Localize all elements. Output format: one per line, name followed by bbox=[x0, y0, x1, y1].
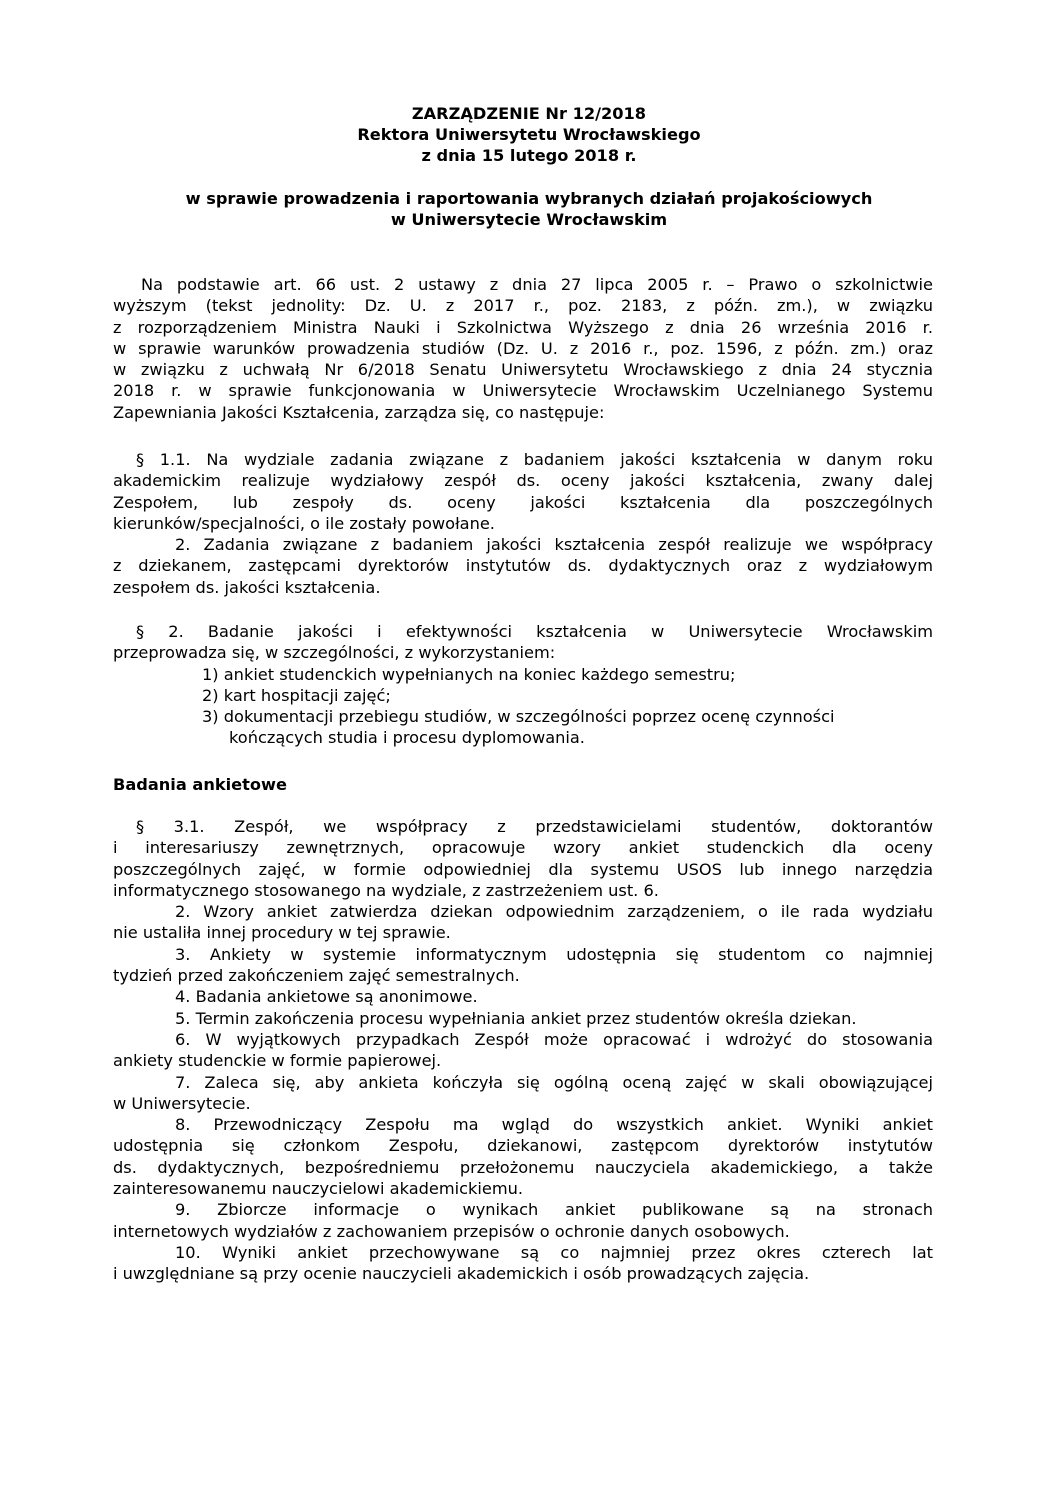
preamble bbox=[113, 274, 933, 423]
paragraph-line: 2. Wzory ankiet zatwierdza dziekan odpowiednim zarządzeniem, o ile rada wydziału bbox=[175, 902, 933, 922]
paragraph-line: ds. dydaktycznych, bezpośredniemu przełożonemu nauczyciela akademickiego, a także bbox=[113, 1157, 933, 1177]
paragraph-line: akademickim realizuje wydziałowy zespół ds. oceny jakości kształcenia, zwany dalej bbox=[113, 471, 933, 491]
paragraph-line: § 2. Badanie jakości i efektywności kształcenia w Uniwersytecie Wrocławskim bbox=[136, 622, 933, 641]
list-item: 2) kart hospitacji zajęć; bbox=[202, 685, 391, 705]
paragraph-line: przeprowadza się, w szczególności, z wykorzystaniem: bbox=[113, 643, 556, 663]
list-item: 3) dokumentacji przebiegu studiów, w szczególności poprzez ocenę czynności bbox=[202, 707, 835, 727]
paragraph-line: 3. Ankiety w systemie informatycznym udostępnia się studentom co najmniej bbox=[175, 944, 933, 964]
paragraph-line: udostępnia się członkom Zespołu, dziekanowi, zastępcom dyrektorów instytutów bbox=[113, 1136, 933, 1156]
paragraph-line: 6. W wyjątkowych przypadkach Zespół może opracować i wdrożyć do stosowania bbox=[175, 1029, 933, 1049]
list-item-continuation: kończących studia i procesu dyplomowania. bbox=[229, 728, 585, 748]
preamble-line: z rozporządzeniem Ministra Nauki i Szkolnictwa Wyższego z dnia 26 września 2016 r. bbox=[113, 317, 933, 337]
paragraph-line: Zespołem, lub zespoły ds. oceny jakości kształcenia dla poszczególnych bbox=[113, 492, 933, 512]
section-3 bbox=[113, 816, 933, 1285]
paragraph-line: informatycznego stosowanego na wydziale, z zastrzeżeniem ust. 6. bbox=[113, 880, 659, 900]
section-heading: Badania ankietowe bbox=[113, 775, 287, 794]
preamble-line: Zapewniania Jakości Kształcenia, zarządza się, co następuje: bbox=[113, 402, 605, 422]
preamble-line: w związku z uchwałą Nr 6/2018 Senatu Uniwersytetu Wrocławskiego z dnia 24 stycznia bbox=[113, 360, 933, 380]
paragraph-line: 8. Przewodniczący Zespołu ma wgląd do wszystkich ankiet. Wyniki ankiet bbox=[175, 1115, 933, 1135]
paragraph-line: poszczególnych zajęć, w formie odpowiedniej dla systemu USOS lub innego narzędzia bbox=[113, 859, 933, 879]
paragraph-line: kierunków/specjalności, o ile zostały powołane. bbox=[113, 513, 495, 533]
paragraph-line: tydzień przed zakończeniem zajęć semestralnych. bbox=[113, 966, 520, 986]
section-1 bbox=[113, 449, 933, 598]
paragraph-line: 9. Zbiorcze informacje o wynikach ankiet publikowane są na stronach bbox=[175, 1200, 933, 1220]
paragraph-line: § 3.1. Zespół, we współpracy z przedstawicielami studentów, doktorantów bbox=[136, 817, 933, 836]
subject-line: w sprawie prowadzenia i raportowania wybranych działań projakościowych bbox=[185, 189, 873, 208]
paragraph-line: ankiety studenckie w formie papierowej. bbox=[113, 1051, 442, 1071]
subject-line: w Uniwersytecie Wrocławskim bbox=[390, 210, 668, 229]
paragraph-line: zespołem ds. jakości kształcenia. bbox=[113, 577, 381, 597]
paragraph-line: 7. Zaleca się, aby ankieta kończyła się ogólną oceną zajęć w skali obowiązującej bbox=[175, 1072, 933, 1092]
paragraph-line: zainteresowanemu nauczycielowi akademickiemu. bbox=[113, 1179, 524, 1199]
document-title: ZARZĄDZENIE Nr 12/2018 bbox=[411, 104, 647, 123]
section-2 bbox=[113, 621, 933, 749]
paragraph-line: 2. Zadania związane z badaniem jakości kształcenia zespół realizuje we współpracy bbox=[175, 535, 933, 555]
preamble-line: Na podstawie art. 66 ust. 2 ustawy z dnia 27 lipca 2005 r. – Prawo o szkolnictwie bbox=[141, 275, 933, 294]
paragraph-line: nie ustaliła innej procedury w tej sprawie. bbox=[113, 923, 451, 943]
document-issuer: Rektora Uniwersytetu Wrocławskiego bbox=[357, 125, 701, 144]
paragraph-line: § 1.1. Na wydziale zadania związane z badaniem jakości kształcenia w danym roku bbox=[136, 450, 933, 469]
list-item: 1) ankiet studenckich wypełnianych na koniec każdego semestru; bbox=[202, 664, 736, 684]
preamble-line: 2018 r. w sprawie funkcjonowania w Uniwersytecie Wrocławskim Uczelnianego Systemu bbox=[113, 381, 933, 401]
paragraph-line: w Uniwersytecie. bbox=[113, 1093, 251, 1113]
document-date: z dnia 15 lutego 2018 r. bbox=[421, 146, 637, 165]
preamble-line: wyższym (tekst jednolity: Dz. U. z 2017 r., poz. 2183, z późn. zm.), w związku bbox=[113, 296, 933, 316]
paragraph-line: 10. Wyniki ankiet przechowywane są co najmniej przez okres czterech lat bbox=[175, 1242, 933, 1262]
document-subject bbox=[113, 188, 945, 230]
paragraph-line: i interesariuszy zewnętrznych, opracowuje wzory ankiet studenckich dla oceny bbox=[113, 838, 933, 858]
paragraph-line: 4. Badania ankietowe są anonimowe. bbox=[175, 987, 478, 1007]
preamble-line: w sprawie warunków prowadzenia studiów (Dz. U. z 2016 r., poz. 1596, z późn. zm.) oraz bbox=[113, 338, 933, 358]
document-header bbox=[113, 103, 945, 166]
paragraph-line: 5. Termin zakończenia procesu wypełniania ankiet przez studentów określa dziekan. bbox=[175, 1008, 857, 1028]
paragraph-line: z dziekanem, zastępcami dyrektorów instytutów ds. dydaktycznych oraz z wydziałowym bbox=[113, 556, 933, 576]
paragraph-line: internetowych wydziałów z zachowaniem przepisów o ochronie danych osobowych. bbox=[113, 1221, 790, 1241]
paragraph-line: i uwzględniane są przy ocenie nauczycieli akademickich i osób prowadzących zajęcia. bbox=[113, 1264, 810, 1284]
